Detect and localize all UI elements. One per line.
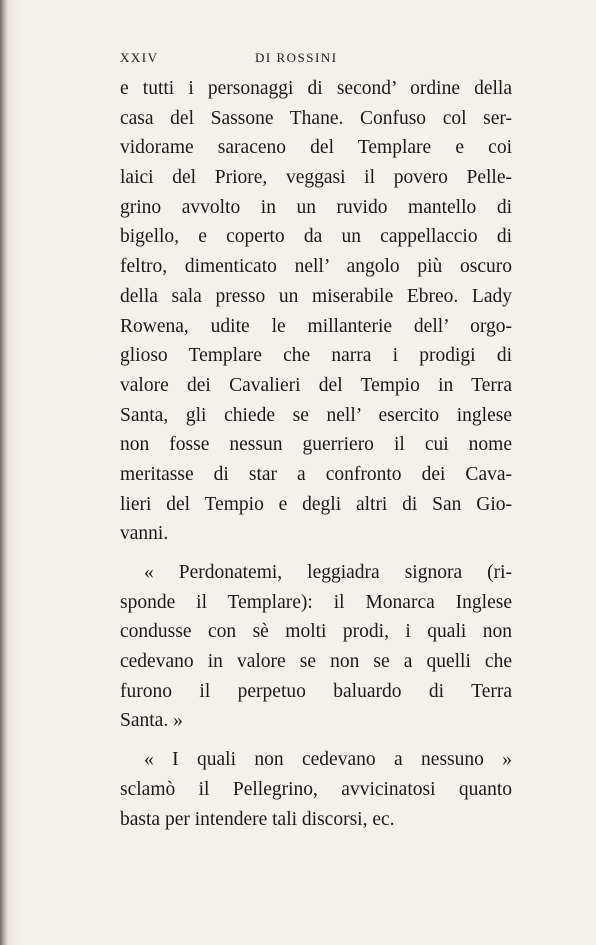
text-line: basta per intendere tali discorsi, ec. bbox=[120, 808, 395, 830]
page-gutter-shadow bbox=[0, 0, 8, 945]
text-line-indented bbox=[120, 745, 512, 775]
text-line: Santa, gli chiede se nell’ esercito inglese bbox=[120, 404, 512, 426]
text-line: condusse con sè molti prodi, i quali non bbox=[120, 621, 512, 643]
text-line: lieri del Tempio e degli altri di San Gio- bbox=[120, 493, 512, 515]
running-title: DI ROSSINI bbox=[255, 50, 338, 65]
text-line: cedevano in valore se non se a quelli che bbox=[120, 651, 512, 673]
text-line: furono il perpetuo baluardo di Terra bbox=[120, 680, 512, 702]
running-head bbox=[120, 50, 512, 70]
text-line: della sala presso un miserabile Ebreo. Lady bbox=[120, 285, 512, 307]
paragraph-gap bbox=[120, 736, 512, 745]
text-line: casa del Sassone Thane. Confuso col ser- bbox=[120, 107, 512, 129]
text-line: Rowena, udite le millanterie dell’ orgo- bbox=[120, 315, 512, 337]
text-line: vanni. bbox=[120, 523, 169, 545]
text-line: meritasse di star a confronto dei Cava- bbox=[120, 463, 512, 485]
text-line: sponde il Templare): il Monarca Inglese bbox=[120, 591, 512, 613]
page-number: XXIV bbox=[120, 50, 159, 65]
text-line: e tutti i personaggi di second’ ordine della bbox=[120, 78, 512, 99]
text-line: « I quali non cedevano a nessuno » bbox=[144, 749, 512, 771]
text-line: Santa. » bbox=[120, 710, 183, 732]
text-line: non fosse nessun guerriero il cui nome bbox=[120, 434, 512, 456]
text-line: glioso Templare che narra i prodigi di bbox=[120, 345, 512, 367]
text-line: feltro, dimenticato nell’ angolo più oscuro bbox=[120, 256, 512, 278]
text-line: valore dei Cavalieri del Tempio in Terra bbox=[120, 374, 512, 396]
text-line-indented bbox=[120, 558, 512, 588]
text-line: « Perdonatemi, leggiadra signora (ri- bbox=[144, 562, 512, 583]
paragraph-gap bbox=[120, 549, 512, 558]
text-line: vidorame saraceno del Templare e coi bbox=[120, 137, 512, 159]
text-line: grino avvolto in un ruvido mantello di bbox=[120, 196, 512, 218]
body-text bbox=[120, 74, 512, 834]
text-line: laici del Priore, veggasi il povero Pelle- bbox=[120, 167, 512, 189]
text-line: bigello, e coperto da un cappellaccio di bbox=[120, 226, 512, 248]
text-line: sclamò il Pellegrino, avvicinatosi quanto bbox=[120, 778, 512, 800]
